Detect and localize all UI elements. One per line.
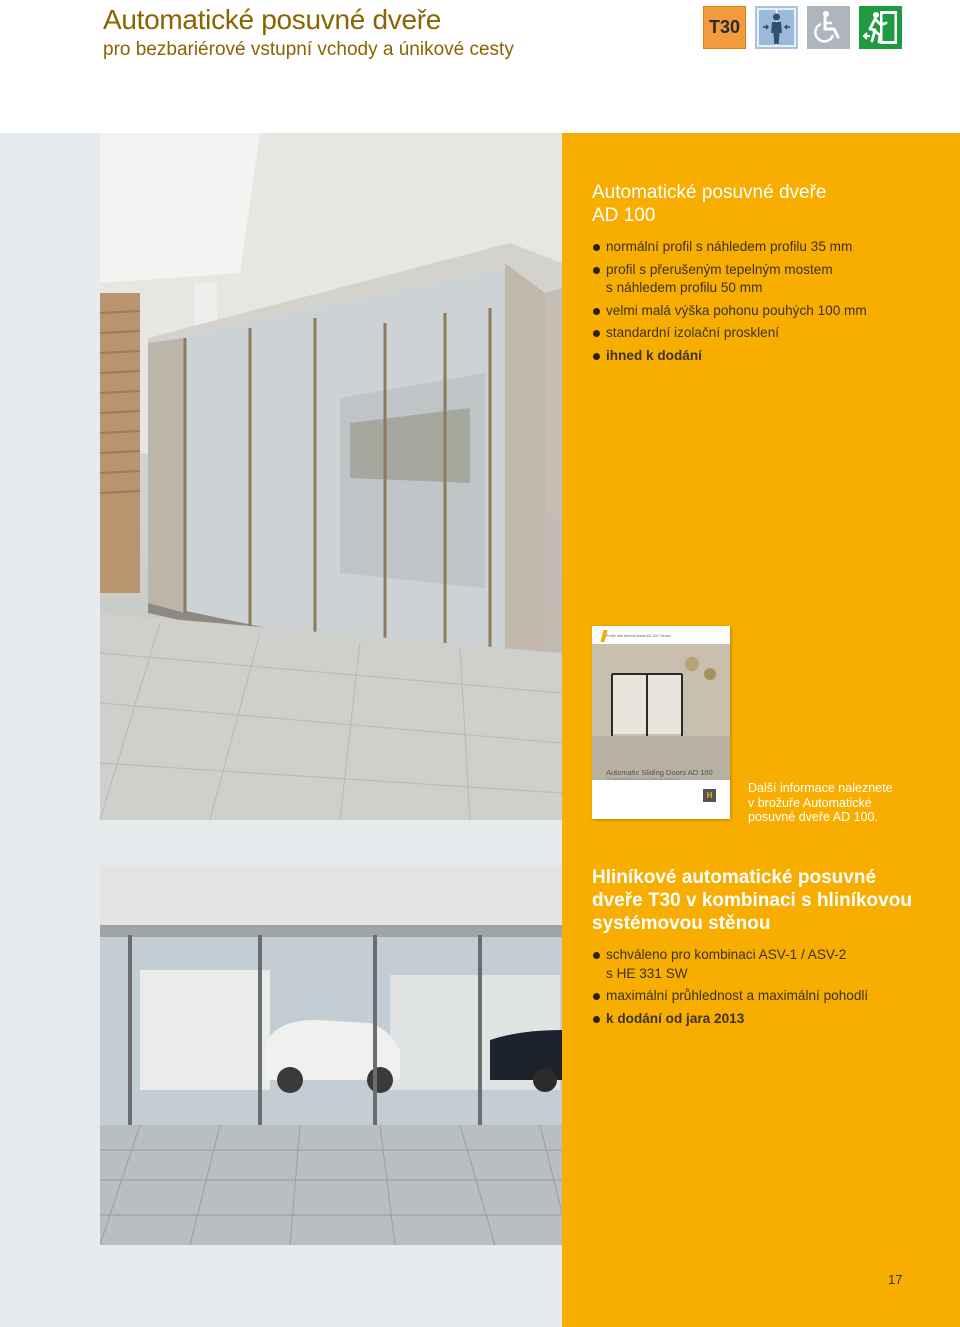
- list-item: k dodání od jara 2013: [592, 1010, 932, 1029]
- list-item: [592, 261, 922, 298]
- list-item: standardní izolační prosklení: [592, 324, 922, 343]
- wheelchair-icon: [807, 6, 850, 49]
- section2-title-line1: Hliníkové automatické posuvné: [592, 867, 877, 888]
- list-item-line1: schváleno pro kombinaci ASV-1 / ASV-2: [606, 947, 847, 962]
- t30-fire-rating-icon: T30: [703, 6, 746, 49]
- page-number: 17: [888, 1272, 903, 1287]
- entrance-photo-ad100: [100, 133, 562, 820]
- hormann-logo-icon: H: [703, 789, 716, 802]
- emergency-exit-icon: [859, 6, 902, 49]
- brochure-note-line2: v brožuře Automatické: [748, 795, 872, 810]
- showroom-photo-t30: [100, 865, 562, 1245]
- section2-title: [592, 866, 912, 935]
- list-item-line2: s HE 331 SW: [606, 965, 688, 981]
- section1-title-line1: Automatické posuvné dveře: [592, 182, 827, 203]
- brochure-header: Profile with thermal break AD 100 Thermo: [606, 634, 671, 638]
- section2-bullet-list: [592, 946, 932, 1032]
- section1-title: [592, 181, 826, 227]
- list-item: [592, 946, 932, 983]
- brochure-note-line3: posuvné dveře AD 100.: [748, 810, 878, 824]
- page-subtitle: pro bezbariérové vstupní vchody a únikové cesty: [103, 39, 514, 60]
- list-item: maximální průhlednost a maximální pohodlí: [592, 987, 932, 1006]
- section2-title-line2: dveře T30 v kombinaci s hliníkovou: [592, 890, 912, 911]
- list-item: normální profil s náhledem profilu 35 mm: [592, 238, 922, 257]
- person-door-icon: [755, 6, 798, 49]
- feature-icons: [703, 6, 902, 49]
- section1-title-line2: AD 100: [592, 205, 656, 226]
- brochure-cover-photo: [592, 644, 730, 780]
- brochure-note: [748, 781, 928, 825]
- list-item: ihned k dodání: [592, 347, 922, 366]
- brochure-title: Automatic Sliding Doors AD 100: [606, 768, 713, 777]
- brochure-note-line1: Další informace naleznete: [748, 781, 893, 795]
- brochure-subtitle: Transparency and function, perfectly combined: [606, 777, 679, 781]
- brochure-thumbnail[interactable]: [592, 626, 730, 819]
- list-item: velmi malá výška pohonu pouhých 100 mm: [592, 302, 922, 321]
- list-item-line2: s náhledem profilu 50 mm: [606, 280, 763, 295]
- section1-bullet-list: [592, 238, 922, 369]
- section2-title-line3: systémovou stěnou: [592, 913, 771, 934]
- page-title: Automatické posuvné dveře: [103, 4, 442, 35]
- list-item-line1: profil s přerušeným tepelným mostem: [606, 261, 833, 277]
